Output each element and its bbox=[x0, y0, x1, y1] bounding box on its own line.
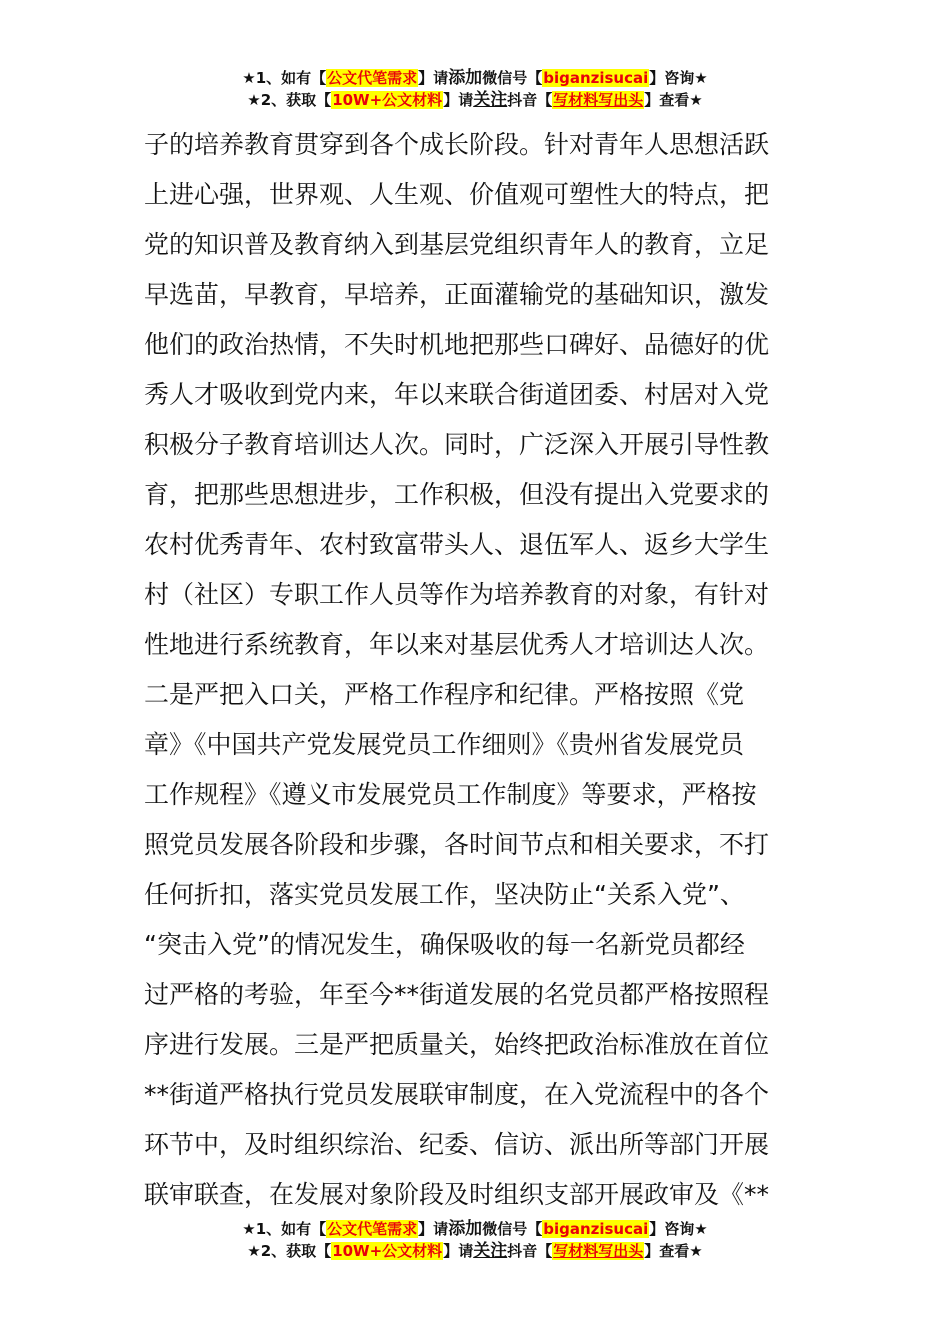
banner-line-1-prefix: ★1、如有【 bbox=[242, 1220, 327, 1238]
banner-line-1-mid: 】请 bbox=[418, 1220, 449, 1238]
banner-line-1 bbox=[0, 67, 950, 89]
banner-line-2-mid2: 抖音【 bbox=[507, 1242, 553, 1260]
banner-line-2-mid2: 抖音【 bbox=[507, 91, 553, 109]
banner-highlight-service: 公文代笔需求 bbox=[327, 1220, 418, 1238]
body-line: 过严格的考验，年至今**街道发展的名党员都严格按照程 bbox=[144, 980, 770, 1009]
banner-line-2-suffix: 】查看★ bbox=[644, 91, 703, 109]
banner-highlight-materials: 10W+公文材料 bbox=[332, 1242, 443, 1260]
banner-line-1-mid2: 微信号【 bbox=[482, 69, 543, 87]
body-line: 环节中，及时组织综治、纪委、信访、派出所等部门开展 bbox=[144, 1130, 770, 1159]
body-line: 农村优秀青年、农村致富带头人、退伍军人、返乡大学生 bbox=[144, 530, 770, 559]
banner-highlight-douyin-account: 写材料写出头 bbox=[553, 1242, 644, 1260]
body-line: 工作规程》《遵义市发展党员工作制度》等要求，严格按 bbox=[144, 780, 757, 809]
body-line: **街道严格执行党员发展联审制度，在入党流程中的各个 bbox=[144, 1080, 770, 1109]
banner-line-1-mid2: 微信号【 bbox=[482, 1220, 543, 1238]
body-line: 性地进行系统教育，年以来对基层优秀人才培训达人次。 bbox=[144, 630, 770, 659]
banner-emphasis-add: 添加 bbox=[448, 1219, 483, 1239]
banner-emphasis-follow: 关注 bbox=[473, 1241, 508, 1261]
banner-highlight-service: 公文代笔需求 bbox=[327, 69, 418, 87]
banner-line-2-prefix: ★2、获取【 bbox=[247, 1242, 332, 1260]
banner-line-2-suffix: 】查看★ bbox=[644, 1242, 703, 1260]
body-line: 二是严把入口关，严格工作程序和纪律。严格按照《党 bbox=[144, 680, 745, 709]
body-line: 任何折扣，落实党员发展工作，坚决防止“关系入党”、 bbox=[144, 880, 745, 909]
banner-highlight-wechat-id: biganzisucai bbox=[543, 69, 649, 87]
banner-line-1-suffix: 】咨询★ bbox=[649, 1220, 708, 1238]
banner-line-2-mid: 】请 bbox=[443, 1242, 474, 1260]
banner-line-2-prefix: ★2、获取【 bbox=[247, 91, 332, 109]
banner-line-1-prefix: ★1、如有【 bbox=[242, 69, 327, 87]
body-line: 章》《中国共产党发展党员工作细则》《贵州省发展党员 bbox=[144, 730, 745, 759]
body-line: 早选苗，早教育，早培养，正面灌输党的基础知识，激发 bbox=[144, 280, 770, 309]
banner-emphasis-follow: 关注 bbox=[473, 90, 508, 110]
banner-line-2 bbox=[0, 1240, 950, 1262]
body-line: 村（社区）专职工作人员等作为培养教育的对象，有针对 bbox=[144, 580, 770, 609]
banner-line-2-mid: 】请 bbox=[443, 91, 474, 109]
body-line: 秀人才吸收到党内来，年以来联合街道团委、村居对入党 bbox=[144, 380, 770, 409]
banner-line-2 bbox=[0, 89, 950, 111]
document-body bbox=[144, 120, 810, 1220]
body-line: 他们的政治热情，不失时机地把那些口碑好、品德好的优 bbox=[144, 330, 770, 359]
body-line: 照党员发展各阶段和步骤，各时间节点和相关要求，不打 bbox=[144, 830, 770, 859]
body-line: 序进行发展。三是严把质量关，始终把政治标准放在首位 bbox=[144, 1030, 770, 1059]
footer-banner bbox=[0, 1218, 950, 1262]
body-line: 积极分子教育培训达人次。同时，广泛深入开展引导性教 bbox=[144, 430, 770, 459]
banner-highlight-douyin-account: 写材料写出头 bbox=[553, 91, 644, 109]
body-line: 联审联查，在发展对象阶段及时组织支部开展政审及《** bbox=[144, 1180, 770, 1209]
body-line: 上进心强，世界观、人生观、价值观可塑性大的特点，把 bbox=[144, 180, 770, 209]
banner-emphasis-add: 添加 bbox=[448, 68, 483, 88]
banner-line-1-suffix: 】咨询★ bbox=[649, 69, 708, 87]
body-line: “突击入党”的情况发生，确保吸收的每一名新党员都经 bbox=[144, 930, 745, 959]
body-line: 子的培养教育贯穿到各个成长阶段。针对青年人思想活跃 bbox=[144, 130, 770, 159]
header-banner bbox=[0, 67, 950, 111]
banner-highlight-materials: 10W+公文材料 bbox=[332, 91, 443, 109]
banner-line-1 bbox=[0, 1218, 950, 1240]
body-line: 育，把那些思想进步，工作积极，但没有提出入党要求的 bbox=[144, 480, 770, 509]
body-line: 党的知识普及教育纳入到基层党组织青年人的教育，立足 bbox=[144, 230, 770, 259]
banner-line-1-mid: 】请 bbox=[418, 69, 449, 87]
banner-highlight-wechat-id: biganzisucai bbox=[543, 1220, 649, 1238]
